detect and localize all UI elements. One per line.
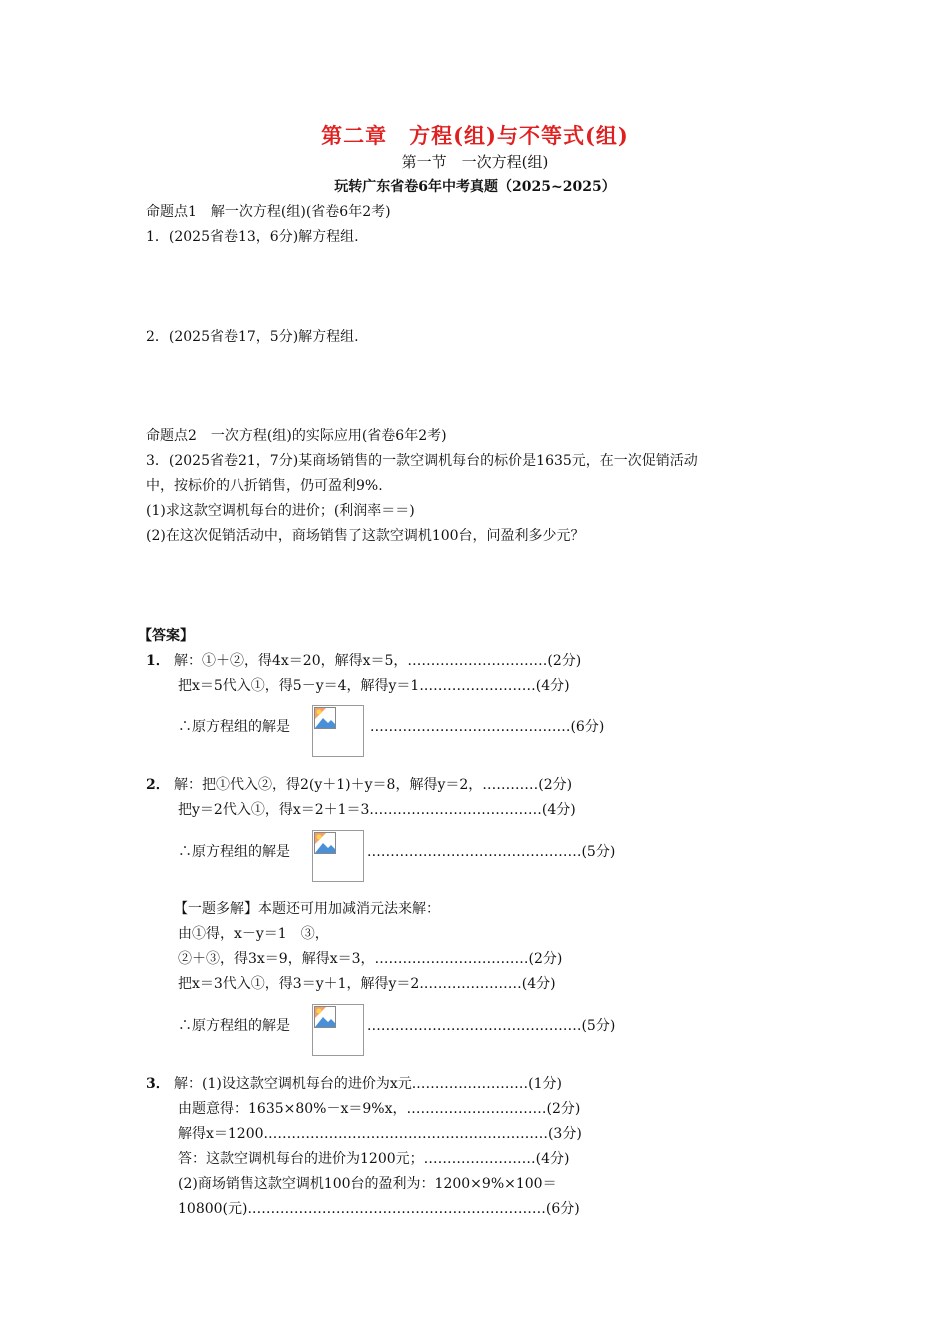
answer-3-line-3: 解得x＝1200.……………………………………………………(3分) [178, 1126, 582, 1142]
missing-image-icon [312, 705, 364, 757]
answer-1-solution-label: ∴原方程组的解是 [178, 719, 290, 735]
alternative-solution-label: ∴原方程组的解是 [178, 1018, 290, 1034]
answer-2-solution-label: ∴原方程组的解是 [178, 844, 290, 860]
question-3-part-2: (2)在这次促销活动中，商场销售了这款空调机100台，问盈利多少元？ [146, 528, 585, 544]
answer-2-line-3-end: .………………………………………(5分) [367, 844, 616, 860]
question-3-part-1: (1)求这款空调机每台的进价；(利润率＝＝) [146, 503, 415, 519]
section-title: 第一节 一次方程(组) [401, 153, 549, 171]
collection-title: 玩转广东省卷6年中考真题（2025~2025） [334, 179, 616, 195]
topic-2-heading: 命题点2 一次方程(组)的实际应用(省卷6年2考) [146, 428, 447, 444]
question-2: 2．(2025省卷17，5分)解方程组. [146, 329, 359, 345]
alternative-line-3: 把x＝3代入①，得3＝y＋1，解得y＝2.…………………(4分) [178, 976, 556, 992]
answer-3-number: 3． [146, 1076, 170, 1092]
alternative-line-1: 由①得，x－y＝1 ③， [178, 926, 329, 942]
answer-3-line-5: (2)商场销售这款空调机100台的盈利为：1200×9%×100＝ [178, 1176, 557, 1192]
answer-2-line-1: 解：把①代入②，得2(y＋1)＋y＝8，解得y＝2，…………(2分) [174, 777, 573, 793]
answer-2-line-2: 把y＝2代入①，得x＝2＋1＝3.………………………………(4分) [178, 802, 576, 818]
question-3-line-1: 3．(2025省卷21，7分)某商场销售的一款空调机每台的标价是1635元，在一次促销活动 [146, 453, 698, 469]
topic-1-heading: 命题点1 解一次方程(组)(省卷6年2考) [146, 204, 391, 220]
answer-1-line-1: 解：①＋②，得4x＝20，解得x＝5，…………………………(2分) [174, 653, 582, 669]
question-1: 1．(2025省卷13，6分)解方程组. [146, 229, 359, 245]
answer-1-line-3-end: .……………………………………(6分) [370, 719, 605, 735]
answer-1-line-2: 把x＝5代入①，得5－y＝4，解得y＝1.……………………(4分) [178, 678, 570, 694]
answer-heading: 【答案】 [138, 628, 194, 644]
answer-2-number: 2． [146, 777, 170, 793]
answer-1-number: 1． [146, 653, 170, 669]
answer-3-line-1: 解：(1)设这款空调机每台的进价为x元.……………………(1分) [174, 1076, 563, 1092]
answer-3-line-6: 10800(元).………………………………………………………(6分) [178, 1201, 580, 1217]
alternative-line-4-end: .………………………………………(5分) [367, 1018, 616, 1034]
question-3-line-2: 中，按标价的八折销售，仍可盈利9%. [146, 478, 383, 494]
alternative-method-heading: 【一题多解】本题还可用加减消元法来解： [174, 901, 440, 917]
chapter-title: 第二章 方程(组)与不等式(组) [321, 123, 629, 148]
missing-image-icon [312, 830, 364, 882]
missing-image-icon [312, 1004, 364, 1056]
alternative-line-2: ②＋③，得3x＝9，解得x＝3，……………………………(2分) [178, 951, 563, 967]
answer-3-line-4: 答：这款空调机每台的进价为1200元；……………………(4分) [178, 1151, 570, 1167]
answer-3-line-2: 由题意得：1635×80%－x＝9%x，…………………………(2分) [178, 1101, 581, 1117]
